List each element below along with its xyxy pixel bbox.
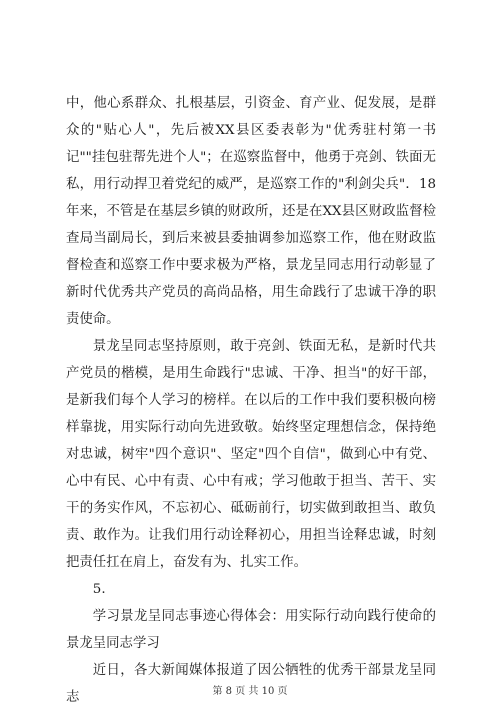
section-title: 学习景龙呈同志事迹心得体会：用实际行动向践行使命的景龙呈同志学习 <box>66 609 436 651</box>
body-paragraph-2: 景龙呈同志坚持原则，敢于亮剑、铁面无私，是新时代共产党员的楷模，是用生命践行"忠诚、干净、担当"的好干部，是新我们每个人学习的榜样。在以后的工作中我们要积极向榜样靠拢，用实际行动向先进致敬。始终坚定理想信念，保持绝对忠诚，树牢"四个意识"、坚定"四个自信"，做到心中有党、心中有民、心中有责、心中有戒；学习他敢于担当、苦干、实干的务实作风，不忘初心、砥砺前行，切实做到敢担当、敢负责、敢作为。让我们用行动诠释初心，用担当诠释忠诚，时刻把责任扛在肩上，奋发有为、扎实工作。 <box>66 339 436 570</box>
document-body <box>66 90 436 711</box>
body-paragraph-1: 中，他心系群众、扎根基层，引资金、育产业、促发展，是群众的"贴心人"，先后被XX县区委表彰为"优秀驻村第一书记""挂包驻帮先进个人"；在巡察监督中，他勇于亮剑、铁面无私，用行动捍卫着党纪的威严，是巡察工作的"利剑尖兵"．18年来，不管是在基层乡镇的财政所，还是在XX县区财政监督检查局当副局长，到后来被县委抽调参加巡察工作，他在财政监督检查和巡察工作中要求极为严格，景龙呈同志用行动彰显了新时代优秀共产党员的高尚品格，用生命践行了忠诚干净的职责使命。 <box>66 96 436 327</box>
section-number: 5. <box>92 582 106 597</box>
page-footer: 第 8 页 共 10 页 <box>212 686 288 697</box>
body-paragraph-3: 近日，各大新闻媒体报道了因公牺牲的优秀干部景龙呈同志 <box>66 663 436 705</box>
